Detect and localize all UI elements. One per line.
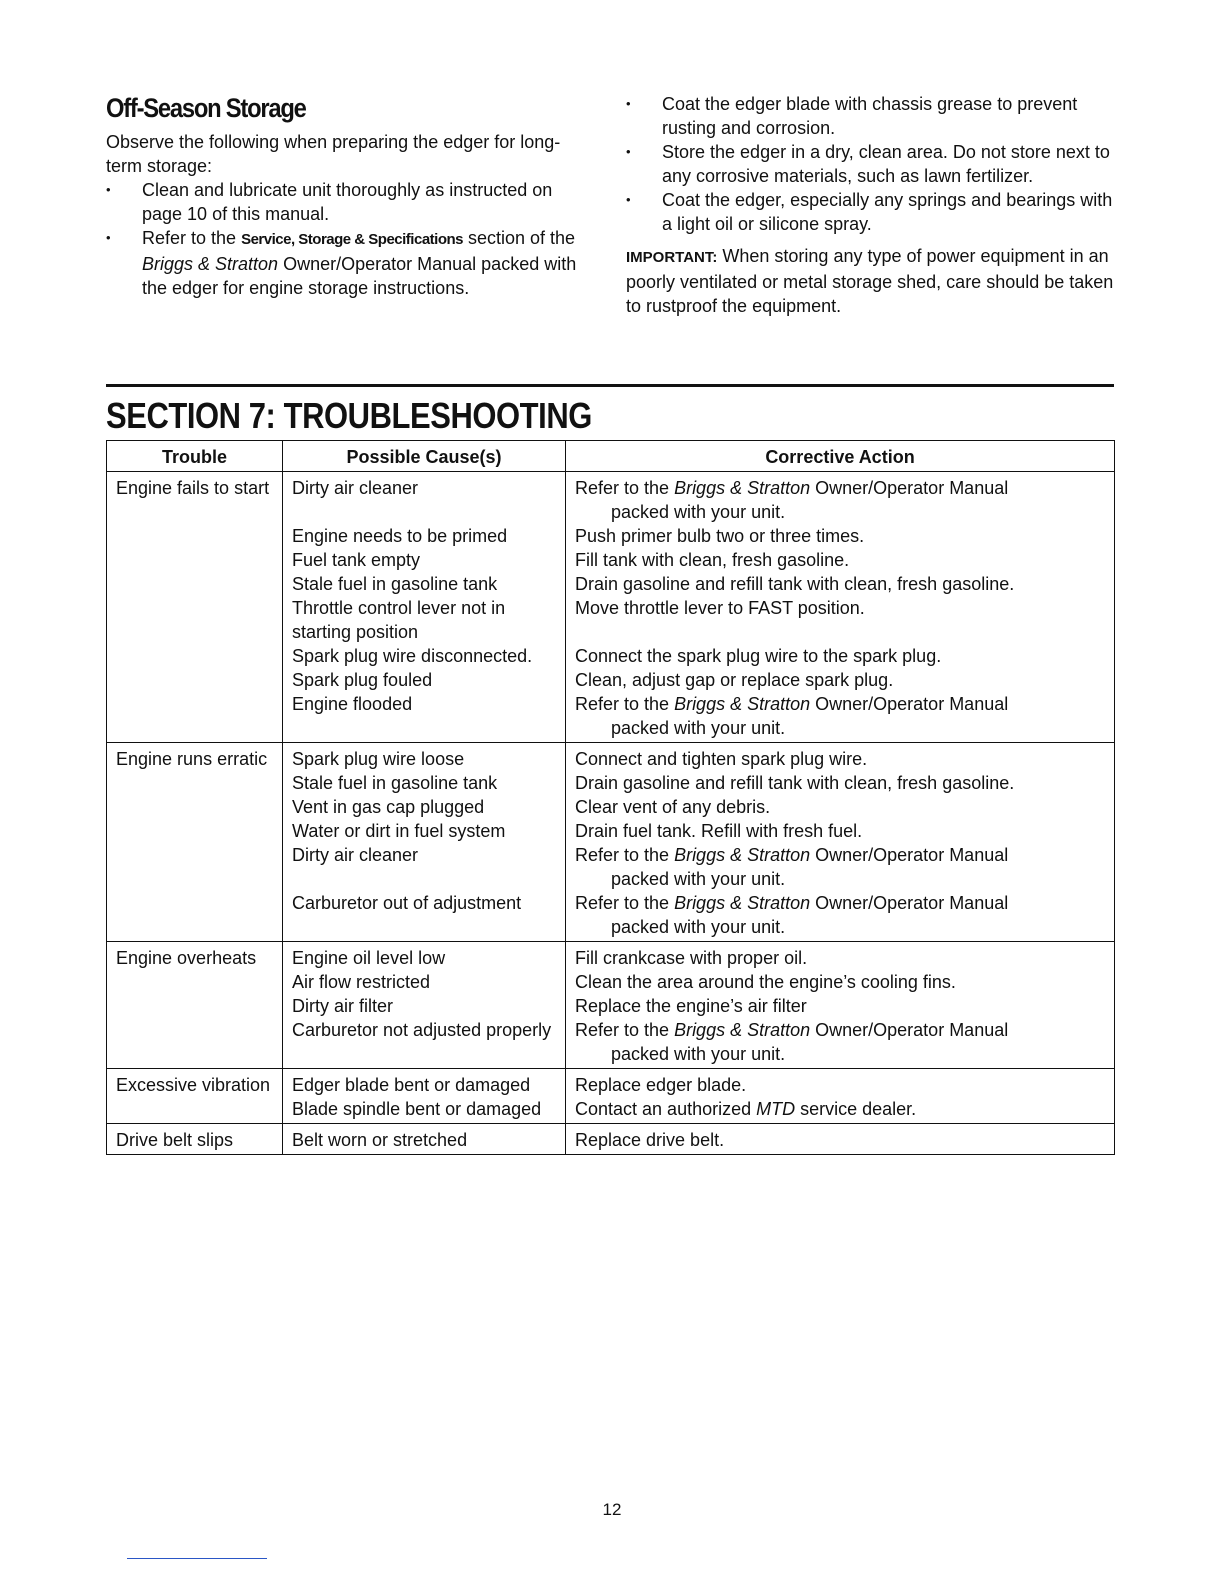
storage-intro: Observe the following when preparing the edger for long-term storage: <box>106 132 561 176</box>
brand-name: MTD <box>756 1099 796 1119</box>
action: Replace the engine’s air filter <box>575 996 807 1016</box>
causes-cell <box>283 1124 566 1155</box>
cause: starting position <box>292 622 419 642</box>
text: Owner/Operator Manual <box>810 478 1009 498</box>
cause: Edger blade bent or damaged <box>292 1075 531 1095</box>
section-title: SECTION 7: TROUBLESHOOTING <box>106 395 592 436</box>
footer-line <box>127 1558 267 1559</box>
important-text: When storing any type of power equipment in an poorly ventilated or metal storage shed, care should be taken to rustproof the equipment. <box>626 246 1114 316</box>
text: Owner/Operator Manual packed with the edger for engine storage instructions. <box>142 254 577 298</box>
action-reference <box>575 891 1106 915</box>
action-reference-cont: packed with your unit. <box>611 718 786 738</box>
text: Contact an authorized <box>575 1099 757 1119</box>
cause: Belt worn or stretched <box>292 1130 468 1150</box>
cause: Engine flooded <box>292 694 413 714</box>
header-causes: Possible Cause(s) <box>283 441 566 472</box>
cause: Spark plug wire disconnected. <box>292 646 533 666</box>
trouble-cell: Engine runs erratic <box>107 743 283 942</box>
text: Refer to the <box>575 478 675 498</box>
action: Drain gasoline and refill tank with clean, fresh gasoline. <box>575 773 1015 793</box>
table-row <box>107 472 1115 743</box>
storage-bullet: • Coat the edger blade with chassis grease to prevent rusting and corrosion. <box>626 92 1116 140</box>
cause: Spark plug fouled <box>292 670 433 690</box>
causes-cell <box>283 472 566 743</box>
cause: Spark plug wire loose <box>292 749 465 769</box>
text: service dealer. <box>795 1099 917 1119</box>
text: Refer to the <box>142 228 242 248</box>
action: Push primer bulb two or three times. <box>575 526 865 546</box>
brand-name: Briggs & Stratton <box>674 893 811 913</box>
storage-left-column <box>106 92 596 300</box>
header-trouble: Trouble <box>107 441 283 472</box>
cause: Fuel tank empty <box>292 550 421 570</box>
storage-bullets-right <box>626 92 1116 236</box>
bold-reference: Service, Storage & Specifications <box>241 231 463 248</box>
action: Fill tank with clean, fresh gasoline. <box>575 550 850 570</box>
text: section of the <box>463 228 576 248</box>
action: Drain gasoline and refill tank with clean, fresh gasoline. <box>575 574 1015 594</box>
cause: Dirty air cleaner <box>292 845 419 865</box>
text: Owner/Operator Manual <box>810 845 1009 865</box>
storage-bullet: • Coat the edger, especially any springs and bearings with a light oil or silicone spray. <box>626 188 1116 236</box>
cause: Stale fuel in gasoline tank <box>292 773 498 793</box>
table-row <box>107 1124 1115 1155</box>
table-header-row <box>107 441 1115 472</box>
action-reference-cont: packed with your unit. <box>611 1044 786 1064</box>
storage-bullet: • Clean and lubricate unit thoroughly as instructed on page 10 of this manual. <box>106 178 596 226</box>
action-reference-cont: packed with your unit. <box>611 869 786 889</box>
action: Clear vent of any debris. <box>575 797 771 817</box>
cause: Blade spindle bent or damaged <box>292 1099 542 1119</box>
action-reference <box>575 476 1106 500</box>
brand-name: Briggs & Stratton <box>674 694 811 714</box>
section-divider <box>106 384 1114 387</box>
cause: Air flow restricted <box>292 972 431 992</box>
action-cell <box>566 1124 1115 1155</box>
trouble-cell: Drive belt slips <box>107 1124 283 1155</box>
brand-name: Briggs & Stratton <box>674 1020 811 1040</box>
cause: Dirty air filter <box>292 996 394 1016</box>
table-row <box>107 743 1115 942</box>
action-reference <box>575 1018 1106 1042</box>
cause: Stale fuel in gasoline tank <box>292 574 498 594</box>
text: Refer to the <box>575 1020 675 1040</box>
action-cell <box>566 472 1115 743</box>
cause: Engine oil level low <box>292 948 446 968</box>
causes-cell <box>283 1069 566 1124</box>
action: Clean the area around the engine’s cooling fins. <box>575 972 956 992</box>
action: Drain fuel tank. Refill with fresh fuel. <box>575 821 863 841</box>
cause: Dirty air cleaner <box>292 478 419 498</box>
action: Clean, adjust gap or replace spark plug. <box>575 670 894 690</box>
table-row <box>107 942 1115 1069</box>
action: Connect the spark plug wire to the spark plug. <box>575 646 942 666</box>
action-reference <box>575 843 1106 867</box>
text: Owner/Operator Manual <box>810 893 1009 913</box>
storage-title: Off-Season Storage <box>106 93 306 123</box>
text: Refer to the <box>575 893 675 913</box>
action-cell <box>566 743 1115 942</box>
storage-bullet: • Store the edger in a dry, clean area. Do not store next to any corrosive materials, such as lawn fertilizer. <box>626 140 1116 188</box>
action: Replace drive belt. <box>575 1130 725 1150</box>
action: Replace edger blade. <box>575 1075 747 1095</box>
brand-name: Briggs & Stratton <box>142 254 279 274</box>
action: Connect and tighten spark plug wire. <box>575 749 868 769</box>
action-reference-cont: packed with your unit. <box>611 502 786 522</box>
brand-name: Briggs & Stratton <box>674 478 811 498</box>
action-cell <box>566 942 1115 1069</box>
cause: Vent in gas cap plugged <box>292 797 485 817</box>
trouble-cell: Engine overheats <box>107 942 283 1069</box>
action-cell <box>566 1069 1115 1124</box>
action: Fill crankcase with proper oil. <box>575 948 808 968</box>
causes-cell <box>283 942 566 1069</box>
cause: Throttle control lever not in <box>292 598 506 618</box>
text: Owner/Operator Manual <box>810 1020 1009 1040</box>
text: Refer to the <box>575 694 675 714</box>
text: Refer to the <box>575 845 675 865</box>
important-note <box>626 244 1116 318</box>
cause: Carburetor not adjusted properly <box>292 1020 552 1040</box>
causes-cell <box>283 743 566 942</box>
action-reference <box>575 692 1106 716</box>
cause: Carburetor out of adjustment <box>292 893 522 913</box>
header-action: Corrective Action <box>566 441 1115 472</box>
text: Owner/Operator Manual <box>810 694 1009 714</box>
table-row <box>107 1069 1115 1124</box>
brand-name: Briggs & Stratton <box>674 845 811 865</box>
page-number: 12 <box>602 1500 622 1519</box>
troubleshooting-table <box>106 440 1115 1155</box>
storage-bullet <box>106 226 596 300</box>
action: Move throttle lever to FAST position. <box>575 598 865 618</box>
storage-bullets-left <box>106 178 596 300</box>
action-reference-cont: packed with your unit. <box>611 917 786 937</box>
trouble-cell: Engine fails to start <box>107 472 283 743</box>
cause: Water or dirt in fuel system <box>292 821 506 841</box>
important-label: IMPORTANT: <box>626 249 718 266</box>
action <box>575 1097 1106 1121</box>
cause: Engine needs to be primed <box>292 526 508 546</box>
storage-right-column <box>626 92 1116 336</box>
trouble-cell: Excessive vibration <box>107 1069 283 1124</box>
